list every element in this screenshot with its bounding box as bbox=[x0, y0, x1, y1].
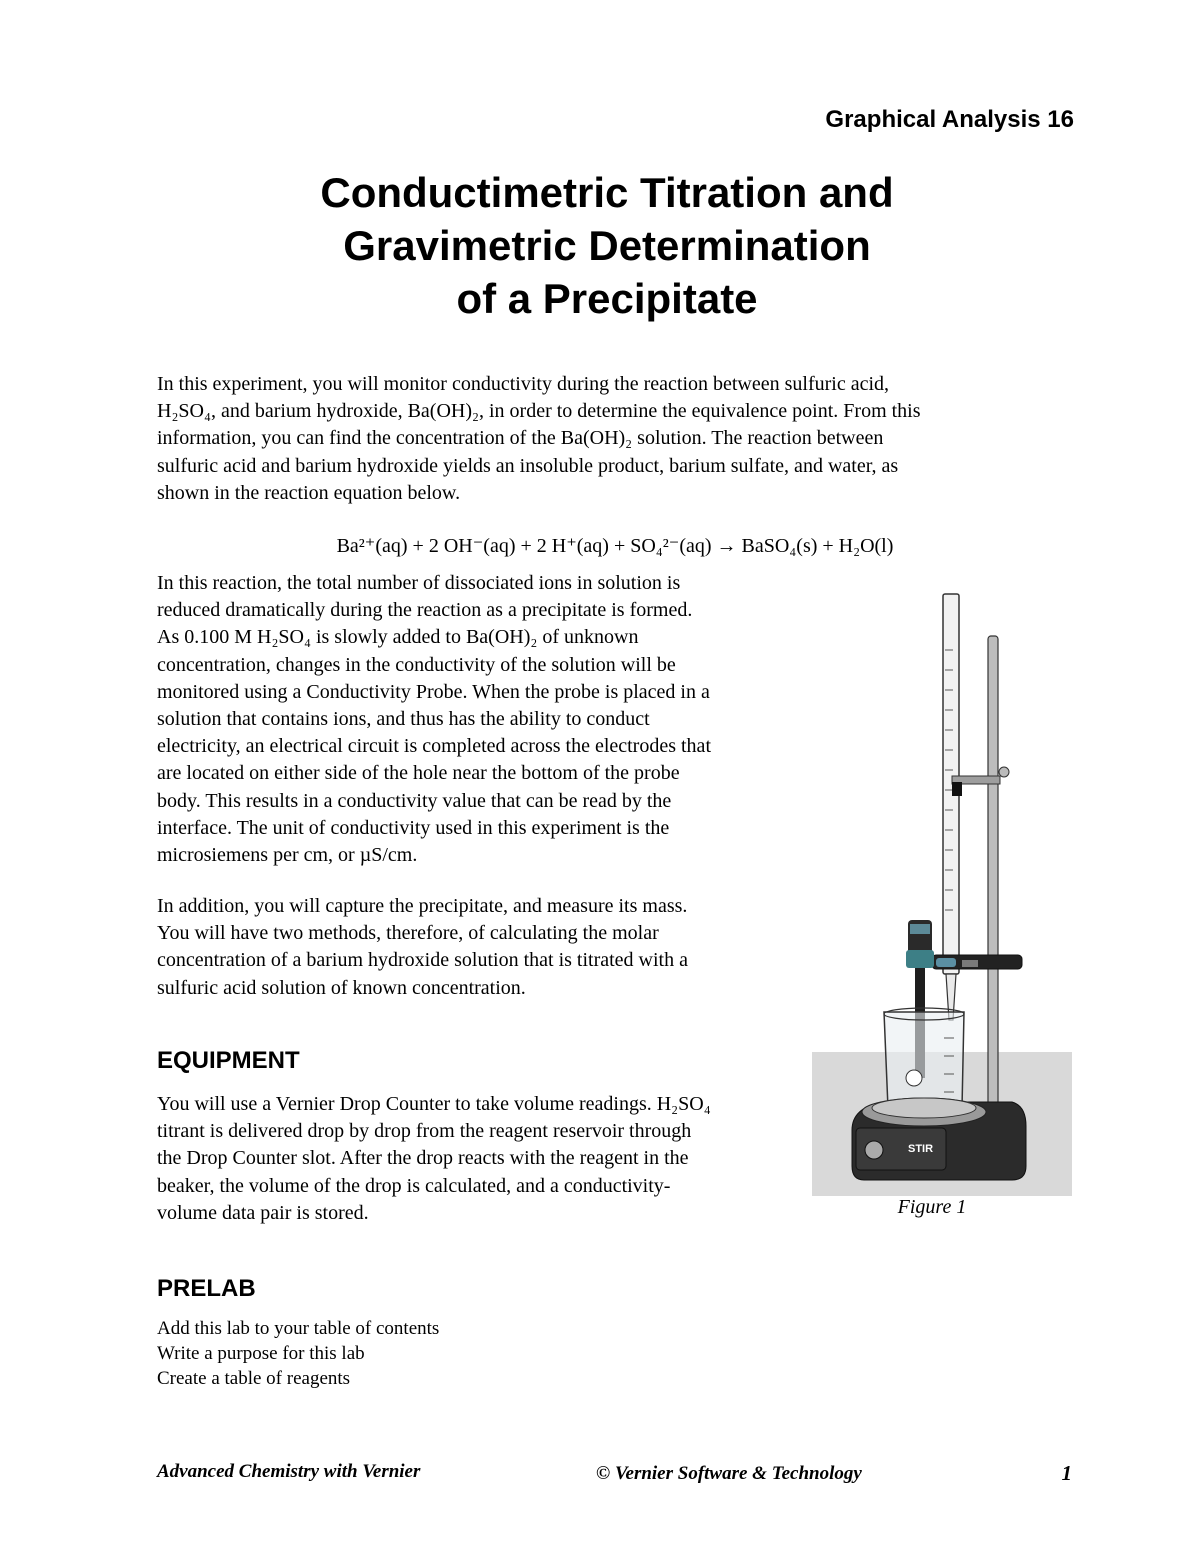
text-line: interface. The unit of conductivity used in this experiment is the bbox=[157, 816, 670, 839]
title-line: Gravimetric Determination bbox=[343, 222, 871, 269]
list-item: Create a table of reagents bbox=[157, 1368, 351, 1389]
prelab-heading: PRELAB bbox=[157, 1275, 256, 1302]
text-line: In this reaction, the total number of dissociated ions in solution is bbox=[157, 572, 681, 594]
list-item: Write a purpose for this lab bbox=[157, 1343, 365, 1364]
text-line: information, you can find the concentration of the Ba(OH)₂ solution. The reaction between bbox=[157, 427, 884, 450]
ring-stand-rod bbox=[988, 636, 998, 1106]
text-line: sulfuric acid and barium hydroxide yields an insoluble product, barium sulfate, and water, as bbox=[157, 454, 899, 477]
text-line: beaker, the volume of the drop is calculated, and a conductivity- bbox=[157, 1174, 671, 1197]
title-line: Conductimetric Titration and bbox=[320, 169, 894, 216]
text-line: titrant is delivered drop by drop from the reagent reservoir through bbox=[157, 1120, 692, 1143]
page-title bbox=[0, 166, 1200, 325]
text-line: shown in the reaction equation below. bbox=[157, 481, 461, 504]
title-line: of a Precipitate bbox=[456, 275, 758, 322]
footer-copyright: © Vernier Software & Technology bbox=[596, 1463, 862, 1484]
text-line: In addition, you will capture the precipitate, and measure its mass. bbox=[157, 895, 688, 917]
list-item: Add this lab to your table of contents bbox=[157, 1318, 440, 1339]
footer-book-title: Advanced Chemistry with Vernier bbox=[157, 1461, 421, 1482]
text-line: body. This results in a conductivity value that can be read by the bbox=[157, 789, 672, 812]
text-line: sulfuric acid solution of known concentration. bbox=[157, 976, 526, 999]
page-number: 1 bbox=[1061, 1461, 1072, 1485]
header-label: Graphical Analysis 16 bbox=[825, 106, 1074, 133]
text-line: You will use a Vernier Drop Counter to take volume readings. H₂SO₄ bbox=[157, 1093, 711, 1115]
text-line: concentration of a barium hydroxide solution that is titrated with a bbox=[157, 949, 688, 972]
text-line: solution that contains ions, and thus has the ability to conduct bbox=[157, 708, 650, 731]
text-line: are located on either side of the hole near the bottom of the probe bbox=[157, 762, 680, 785]
text-line: H₂SO₄, and barium hydroxide, Ba(OH)₂, in order to determine the equivalence point. From this bbox=[157, 400, 921, 423]
intro-paragraph bbox=[157, 371, 1057, 507]
prelab-list bbox=[157, 1316, 439, 1391]
text-line: You will have two methods, therefore, of calculating the molar bbox=[157, 922, 659, 945]
text-line: volume data pair is stored. bbox=[157, 1201, 369, 1224]
reaction-paragraph bbox=[157, 570, 817, 869]
text-line: concentration, changes in the conductivity of the solution will be bbox=[157, 653, 676, 676]
titration-apparatus-figure bbox=[812, 590, 1072, 1196]
equipment-heading: EQUIPMENT bbox=[157, 1047, 300, 1074]
text-line: electricity, an electrical circuit is completed across the electrodes that bbox=[157, 735, 711, 758]
reaction-equation: Ba²⁺(aq) + 2 OH⁻(aq) + 2 H⁺(aq) + SO₄²⁻(aq) → BaSO₄(s) + H₂O(l) bbox=[336, 535, 894, 557]
text-line: monitored using a Conductivity Probe. When the probe is placed in a bbox=[157, 680, 710, 703]
equipment-paragraph bbox=[157, 1091, 817, 1227]
text-line: the Drop Counter slot. After the drop reacts with the reagent in the bbox=[157, 1147, 689, 1170]
text-line: As 0.100 M H₂SO₄ is slowly added to Ba(OH)₂ of unknown bbox=[157, 626, 639, 649]
text-line: microsiemens per cm, or µS/cm. bbox=[157, 844, 418, 867]
stir-label: STIR bbox=[908, 1143, 934, 1155]
text-line: In this experiment, you will monitor conductivity during the reaction between sulfuric acid, bbox=[157, 373, 890, 395]
addition-paragraph bbox=[157, 893, 817, 1002]
text-line: reduced dramatically during the reaction as a precipitate is formed. bbox=[157, 599, 693, 622]
figure-caption: Figure 1 bbox=[897, 1196, 967, 1218]
